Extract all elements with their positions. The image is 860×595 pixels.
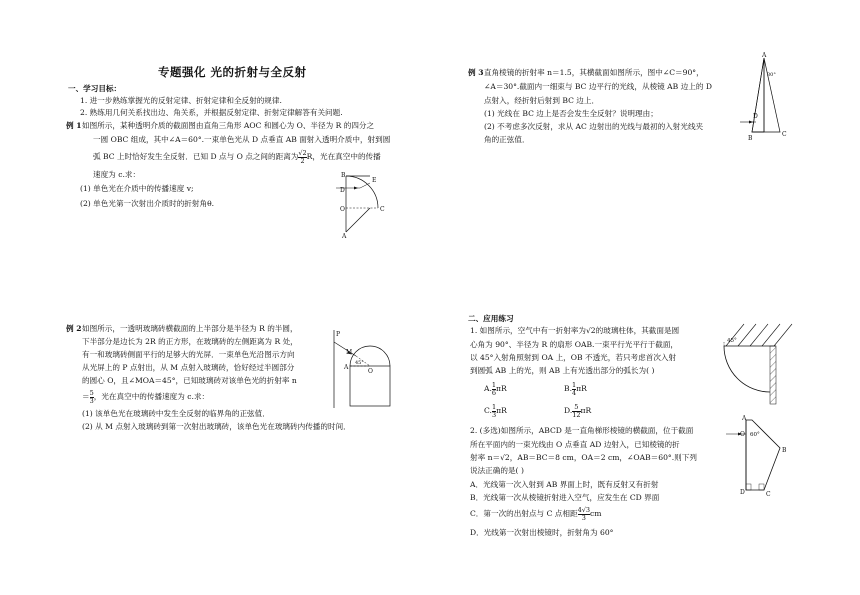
example3-fig-a: A xyxy=(762,52,767,59)
q1-option-b-key: B. xyxy=(564,384,572,393)
example1-fig-e: E xyxy=(372,177,377,184)
q2-fig-d: D xyxy=(740,489,745,496)
example3-label: 例 3 xyxy=(468,68,484,77)
example2-eq-prefix: ＝ xyxy=(82,392,90,401)
q2-fig-angle: 60° xyxy=(750,432,760,438)
example1-fig-c: C xyxy=(380,206,385,213)
q2-line-2: 所在平面内的一束光线由 O 点垂直 AD 边射入，已知棱镜的折 xyxy=(470,440,680,449)
q1-option-a-suffix: πR xyxy=(496,384,507,393)
q1-option-b-num: 1 xyxy=(572,380,577,389)
q2-line-3: 射率 n＝√2，AB＝BC＝8 cm，OA＝2 cm，∠OAB＝60°.则下列 xyxy=(470,453,697,462)
example2-line-4: 从光屏上的 P 点射出，从 M 点射入玻璃砖，恰好经过半圆部分 xyxy=(82,363,295,372)
q1-option-c-suffix: πR xyxy=(496,406,507,415)
q2-option-c-frac xyxy=(578,507,590,522)
q2-fig-b: B xyxy=(782,447,787,454)
page-title: 专题强化 光的折射与全反射 xyxy=(158,65,307,79)
example3-figure xyxy=(740,54,800,144)
section1-heading: 一、学习目标： xyxy=(68,84,122,93)
q2-fig-a: A xyxy=(742,415,747,422)
q1-option-d-suffix: πR xyxy=(580,406,592,415)
q1-line-3: 以 45°入射角照射到 OA 上，OB 不透光，若只考虑首次入射 xyxy=(470,353,677,362)
q1-option-d-den: 12 xyxy=(572,410,581,419)
q2-option-c-text: C．第一次的出射点与 C 点相距 xyxy=(470,509,578,518)
example1-line-2: 一圆 OBC 组成，其中∠A＝60°.一束单色光从 D 点垂直 AB 面射入透明介质中，射到圆 xyxy=(93,135,391,144)
q1-option-c[interactable] xyxy=(484,401,507,421)
example1-q2: (2) 单色光第一次射出介质时的折射角θ. xyxy=(80,199,215,208)
q2-option-a[interactable]: A．光线第一次入射到 AB 界面上时，既有反射又有折射 xyxy=(470,480,659,489)
example1-fig-b: B xyxy=(341,172,346,179)
q2-option-b[interactable]: B．光线第一次从棱镜折射进入空气，应发生在 CD 界面 xyxy=(470,493,660,502)
example1-line-3-text: 弧 BC 上时恰好发生全反射．已知 D 点与 O 点之间的距离为 xyxy=(93,152,299,161)
q1-option-a-den: 6 xyxy=(491,388,497,397)
q2-option-c-unit: cm xyxy=(590,509,602,518)
example2-line-2: 下半部分是边长为 2R 的正方形，在玻璃砖的左侧距离为 R 处， xyxy=(82,337,298,346)
example1-figure xyxy=(336,170,406,240)
q2-option-d[interactable]: D．光线第一次射出棱镜时，折射角为 60° xyxy=(470,528,614,537)
q1-option-c-num: 1 xyxy=(491,402,497,411)
example3-line-1: 直角棱镜的折射率 n＝1.5，其横截面如图所示，图中∠C＝90°， xyxy=(484,68,704,77)
q2-fig-o: O xyxy=(740,431,745,438)
example1-frac-num: √2 xyxy=(298,148,307,157)
example1-fig-o: O xyxy=(340,206,345,213)
example3-line-3: 点射入，经折射后射到 BC 边上． xyxy=(484,96,600,105)
q2-frac-den: 3 xyxy=(581,513,586,522)
q2-figure xyxy=(718,414,798,502)
example1-fig-a: A xyxy=(342,233,347,240)
q1-option-a[interactable] xyxy=(484,379,507,399)
q2-line-4: 说法正确的是( ) xyxy=(470,466,524,475)
q1-option-a-key: A. xyxy=(484,384,492,393)
q1-option-b-suffix: πR xyxy=(576,384,587,393)
example2-frac-den: 3 xyxy=(89,396,94,405)
q1-option-d-frac xyxy=(572,404,580,419)
example3-fig-d: D xyxy=(753,113,758,120)
q2-frac-num: 4√3 xyxy=(577,505,590,514)
example1-fraction xyxy=(298,150,306,165)
example2-line-5: 的圆心 O，且∠MOA＝45°，已知玻璃砖对该单色光的折射率 n xyxy=(82,376,297,385)
goal-2: 2. 熟练用几何关系找出边、角关系，并根据反射定律、折射定律解答有关问题. xyxy=(80,108,343,117)
section2-heading: 二、应用练习 xyxy=(468,314,514,323)
q2-fig-c: C xyxy=(766,491,771,498)
q1-line-4: 到圆弧 AB 上的光，则 AB 上有光透出部分的弧长为( ) xyxy=(470,366,655,375)
example3-fig-b: B xyxy=(748,135,753,142)
example2-fig-a: A xyxy=(344,364,349,371)
example2-line-6-text: ，光在真空中的传播速度为 c.求： xyxy=(93,392,210,401)
q1-option-d-key: D. xyxy=(564,406,573,415)
example3-fig-c: C xyxy=(782,131,787,138)
q1-figure xyxy=(718,320,798,404)
q1-line-2: 心角为 90°、半径为 R 的扇形 OAB.一束平行光平行于截面， xyxy=(470,340,679,349)
q1-option-c-key: C. xyxy=(484,406,492,415)
example2-fig-angle: 45° xyxy=(355,360,364,366)
example1-fig-d: D xyxy=(340,187,345,194)
example2-fig-m: M xyxy=(346,349,353,356)
q1-option-c-den: 3 xyxy=(491,410,497,419)
example1-line-1: 如图所示，某种透明介质的截面图由直角三角形 AOC 和圆心为 O、半径为 R 的四分之 xyxy=(82,121,375,130)
example2-line-1: 如图所示，一透明玻璃砖横截面的上半部分是半径为 R 的半圆， xyxy=(82,324,298,333)
q2-line-1: 2. (多选)如图所示，ABCD 是一直角梯形棱镜的横截面，位于截面 xyxy=(470,426,694,435)
example3-fig-angle: 30° xyxy=(767,72,776,78)
q1-option-a-num: 1 xyxy=(491,380,497,389)
q1-option-d[interactable] xyxy=(564,401,591,421)
example1-line-3b: R，光在真空中的传播 xyxy=(306,152,381,161)
example1-q1: (1) 单色光在介质中的传播速度 v; xyxy=(80,184,194,193)
example3-line-2: ∠A＝30°.截面内一细束与 BC 边平行的光线，从棱镜 AB 边上的 D xyxy=(484,82,712,91)
example2-fig-p: P xyxy=(336,331,341,338)
example2-fig-o: O xyxy=(368,368,373,375)
example3-q2-cont: 角的正弦值． xyxy=(484,135,530,144)
example2-line-6 xyxy=(82,388,209,406)
q2-option-c[interactable] xyxy=(470,504,601,524)
example2-frac-num: 5 xyxy=(89,388,94,397)
example2-figure xyxy=(330,328,400,413)
example1-line-3 xyxy=(93,148,381,166)
example1-label: 例 1 xyxy=(66,121,82,130)
q1-option-b-den: 4 xyxy=(572,388,577,397)
q1-option-d-num: 5 xyxy=(572,404,580,412)
example2-line-3: 有一和玻璃砖侧面平行的足够大的光屏．一束单色光沿图示方向 xyxy=(82,350,295,359)
q1-line-1: 1. 如图所示，空气中有一折射率为√2的玻璃柱体，其截面是圆 xyxy=(470,326,680,335)
example2-q2: (2) 从 M 点射入玻璃砖到第一次射出玻璃砖，该单色光在玻璃砖内传播的时间． xyxy=(82,422,351,431)
q1-option-b[interactable] xyxy=(564,379,587,399)
example2-q1: (1) 该单色光在玻璃砖中发生全反射的临界角的正弦值． xyxy=(82,409,270,418)
example3-q1: (1) 光线在 BC 边上是否会发生全反射？说明理由； xyxy=(484,109,658,118)
example1-line-4: 速度为 c.求： xyxy=(93,170,141,179)
example2-label: 例 2 xyxy=(66,324,82,333)
example3-q2: (2) 不考虑多次反射，求从 AC 边射出的光线与最初的入射光线夹 xyxy=(484,122,704,131)
example1-frac-den: 2 xyxy=(300,156,305,165)
q1-fig-angle: 45° xyxy=(727,338,737,344)
goal-1: 1. 进一步熟练掌握光的反射定律、折射定律和全反射的规律. xyxy=(80,96,282,105)
